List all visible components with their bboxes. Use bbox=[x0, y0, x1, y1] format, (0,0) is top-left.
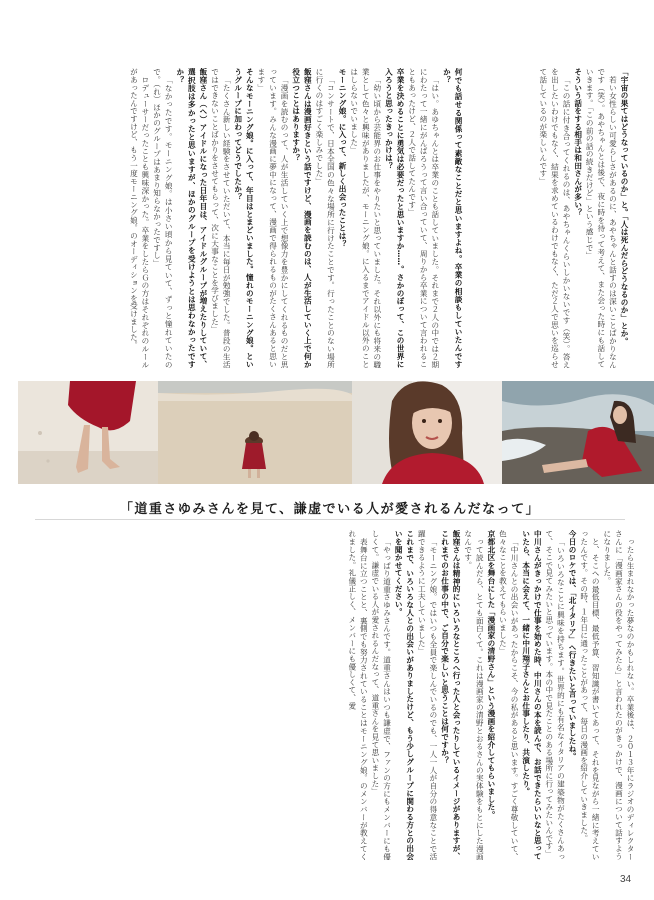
photo-seaside-sitting bbox=[502, 381, 654, 484]
photo-feet-red-coat bbox=[18, 381, 158, 484]
bottom-paragraph: 「やっぱり道重さゆみさんです。道重さんはいつも謙虚で、ファンの方にもメンバーにも優しくて。謙虚でいる人が愛されるんだなって、道重さんを見て思いました」 bbox=[370, 530, 392, 860]
bottom-paragraph: 表舞台に立つことと、裏側でも努力されていることはモーニング娘。のメンバーが教えてくれました。礼儀正しく、メンバーにも優しくて、愛 bbox=[347, 530, 369, 860]
bottom-paragraph: と、そこへの最低目標、最低予算、習知識が書いてあって、それを見ながら一緒に考えていったんです。その時、１年日に通ったことがあって、毎日の漫画を紹介していきました。 bbox=[579, 530, 601, 860]
top-paragraph: 「はい。あゆちゃんとは卒業のことも話していました。それまで２人の中では２期にわたって一緒にがんばろうって言い合っていて、周りから卒業について言われることもあったけど、２人で話してたんです」 bbox=[407, 68, 440, 368]
top-paragraph: 「漫画を読むのって、人が生活していく上で想像力を豊かにしてくれるものだと思っています。みんな漫画に夢中になって、漫画で得られるものがたくさんあると思います」 bbox=[256, 68, 290, 368]
bottom-question: 京都北区を舞台にした「漫画家の清野さん」という漫画を紹介してもらいました。 bbox=[486, 530, 496, 819]
top-paragraph: 「コンサートで、日本全国の色々な場所に行けたことです。行ったことのない場所に行くのはすごく楽しみでした」 bbox=[314, 68, 336, 368]
page-number: 34 bbox=[620, 874, 632, 885]
headline-divider bbox=[35, 519, 625, 520]
bottom-paragraph: 「モーニング娘。ではいつも全員で楽しんでいるのでも、一人一人が自分の得意なことで活躍できるように工夫していました」 bbox=[417, 530, 438, 860]
intro-answer: 「この話に付き合ってくれるのは、あやちゃんくらいしかいないです（笑）。答えを出したいわけでもなく、結果を求めているわけでもなく、ただ２人で思いを巡らせて話しているのが楽しいんです」 bbox=[538, 68, 572, 368]
bottom-question: これまで、いろいろな人との出会いがありましたけど、もう少しグループに関わる方との出会いを聞かせてください。 bbox=[394, 530, 415, 860]
bottom-paragraph: 「いろいろなことに興味を持ちます。世界的にも有名なイタリアの建築物がたくさんあって、そこで見てみたいと思っています。本の中で見たことのある場所に行ってみたいんです」 bbox=[544, 530, 566, 860]
bottom-question: 中川さんがきっかけで仕事を始めた時、中川さんの本を読んで、お話できたらいいなと思っていたら、本当に会えて、一緒に中川翔子さんとお仕事したり、共演したり。 bbox=[521, 530, 543, 860]
top-question: 飯窪さん（へ）アイドルになった日年目は、アイドルグループが増えたりしていて、選択肢は多かったと思いますが、ほかのグループを受けようとは思わなかったですか？ bbox=[175, 68, 208, 368]
top-right-intro bbox=[470, 68, 630, 368]
top-left-body bbox=[20, 68, 464, 368]
top-question: そんなモーニング娘。に入って、年目はとまどいました。憧れのモーニング娘。というグループに加わってどうでしたか？ bbox=[233, 68, 255, 368]
top-question: 飯窪さんは漫画好きという話ですけど、漫画を読むのは、人が生活していく上で何か役立つことはありますか？ bbox=[291, 68, 313, 368]
top-question: 卒業を決めることに勇気は必要だったと思いますか……。さかのぼって、この世界に入ろうと思ったきっかけは？ bbox=[384, 68, 406, 368]
top-paragraph: 「幼い頃から芸能界のお仕事をやりたいと思っていました。それ以外にも将来の職業として色々と興味がありましたが、モーニング娘。に入るまでアイドル以外のことはしらないでいました」 bbox=[349, 68, 382, 368]
photo-portrait bbox=[352, 381, 502, 484]
photo-beach-walk bbox=[158, 381, 352, 484]
bottom-question: 今日のロケでは、「北イタリア」へ行きたいと言っていましたね。 bbox=[568, 530, 578, 761]
bottom-question: 飯窪さんは精神的にいろいろなところへ行った人と会ったりしているイメージがありますが、これまでのお仕事の中で、ご自分で楽しいと思うことは何ですか？ bbox=[440, 530, 462, 860]
bottom-paragraph: ったら生まれなかった夢なのかもしれない。卒業後は、２０１３年にラジオのディレクターさんに「漫画家さんの役をやってみたら」と言われたのがきっかけで、漫画について話すようになりました。 bbox=[602, 530, 635, 860]
intro-line-1: 「宇宙の果てはどうなっているのか」と。「人は死んだらどうなるのか」とか。 bbox=[620, 68, 629, 345]
photo-strip bbox=[18, 381, 654, 484]
bottom-body bbox=[20, 530, 636, 860]
intro-question: そういう話をする相手は和田さんが多い？ bbox=[573, 68, 583, 217]
top-question: 何でも話せる関係って素敵なことだと思いますよね。卒業の相談もしていたんですか？ bbox=[442, 68, 463, 368]
pull-quote-headline: 「道重さゆみさんを見て、謙虚でいる人が愛されるんだなって」 bbox=[119, 501, 541, 517]
top-question: モーニング娘。に入って、新しく出会ったことは？ bbox=[338, 68, 348, 248]
intro-line-2: 若い女性らしい可愛らしさがあるのに、あやちゃんと話すのは深いことばかりなんです（笑）。あやちゃんとは後で、夜に時を待って考えて、また会った時にも話していきます。「この前の話の続きだけど」という感じで」 bbox=[585, 68, 618, 368]
top-paragraph: ロデューサーだったことも興味深かった。卒業をしたらＧの方はそれぞれのルールがあったんですけど、もう一度モーニング娘。のオーディションを受けました。 bbox=[129, 68, 150, 368]
bottom-paragraph: って読んだら、とても面白くて。これは漫画家の清野とおるさんの実体験をもとにした漫画なんです。 bbox=[463, 530, 485, 860]
top-paragraph: 「たくさん新しい経験をさせていただいて、本当に毎日が勉強でした。普段の生活ではできないことばかりをさせてもらって、次に大事なことを学びました」 bbox=[210, 68, 232, 368]
top-paragraph: 「なかったです。モーニング娘。は小さい頃から見ていて、ずっと憧れていたので。（れ）ほかのグループはあまり知らなかったですし」 bbox=[152, 68, 174, 368]
bottom-paragraph: 「中川さんとの出会いがあったからこそ、今の私があると思います。すごく尊敬していて、色々なことを教えてもらいました」 bbox=[498, 530, 520, 860]
